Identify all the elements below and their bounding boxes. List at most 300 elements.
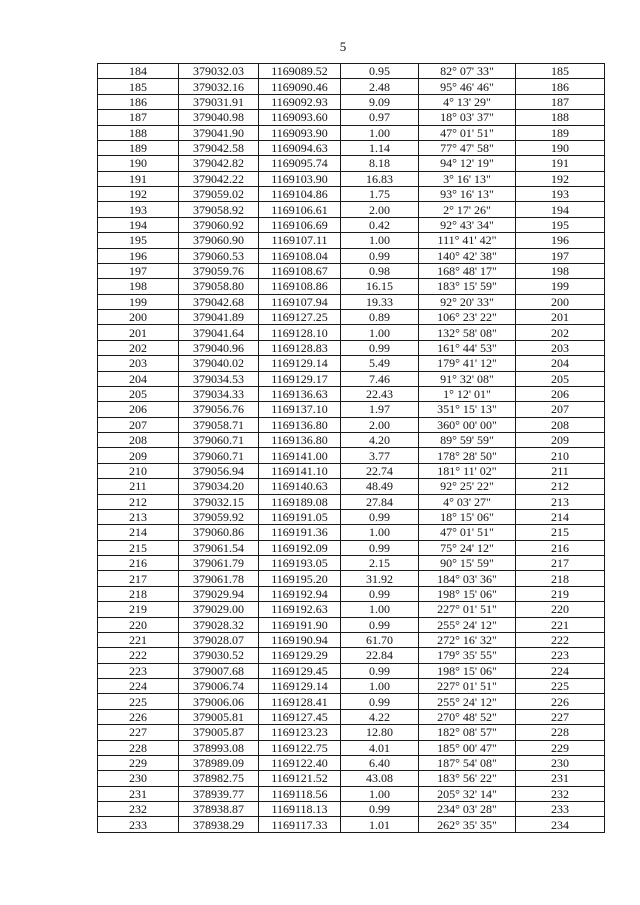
cell-y: 1169106.61 (259, 202, 341, 217)
cell-point: 186 (98, 94, 179, 109)
table-row (98, 479, 605, 494)
cell-y: 1169089.52 (259, 64, 341, 79)
table-row (98, 171, 605, 186)
cell-next-point: 215 (516, 525, 605, 540)
cell-x: 379032.03 (179, 64, 259, 79)
cell-length: 48.49 (341, 479, 419, 494)
cell-x: 379005.81 (179, 709, 259, 724)
cell-point: 198 (98, 279, 179, 294)
cell-length: 1.14 (341, 140, 419, 155)
cell-bearing: 198° 15' 06" (419, 663, 516, 678)
cell-point: 194 (98, 217, 179, 232)
cell-bearing: 75° 24' 12" (419, 540, 516, 555)
cell-bearing: 227° 01' 51" (419, 602, 516, 617)
table-row (98, 663, 605, 678)
table-row (98, 371, 605, 386)
cell-point: 223 (98, 663, 179, 678)
cell-x: 378993.08 (179, 740, 259, 755)
cell-x: 379032.15 (179, 494, 259, 509)
cell-bearing: 18° 15' 06" (419, 509, 516, 524)
table-row (98, 187, 605, 202)
cell-x: 379042.22 (179, 171, 259, 186)
cell-point: 225 (98, 694, 179, 709)
cell-point: 228 (98, 740, 179, 755)
cell-length: 12.80 (341, 725, 419, 740)
cell-bearing: 255° 24' 12" (419, 617, 516, 632)
cell-x: 379059.76 (179, 263, 259, 278)
cell-bearing: 89° 59' 59" (419, 433, 516, 448)
table-row (98, 263, 605, 278)
cell-y: 1169108.86 (259, 279, 341, 294)
cell-bearing: 183° 56' 22" (419, 771, 516, 786)
cell-y: 1169117.33 (259, 817, 341, 832)
cell-length: 2.00 (341, 417, 419, 432)
cell-length: 0.99 (341, 540, 419, 555)
cell-point: 200 (98, 310, 179, 325)
cell-y: 1169190.94 (259, 632, 341, 647)
cell-x: 379041.64 (179, 325, 259, 340)
cell-length: 27.84 (341, 494, 419, 509)
cell-y: 1169123.23 (259, 725, 341, 740)
cell-point: 207 (98, 417, 179, 432)
cell-y: 1169192.63 (259, 602, 341, 617)
cell-y: 1169093.60 (259, 110, 341, 125)
cell-length: 1.00 (341, 786, 419, 801)
cell-bearing: 47° 01' 51" (419, 125, 516, 140)
cell-length: 22.74 (341, 463, 419, 478)
table-row (98, 64, 605, 79)
table-row (98, 340, 605, 355)
cell-point: 189 (98, 140, 179, 155)
table-row (98, 279, 605, 294)
cell-next-point: 234 (516, 817, 605, 832)
cell-length: 1.00 (341, 325, 419, 340)
cell-y: 1169107.94 (259, 294, 341, 309)
cell-point: 216 (98, 556, 179, 571)
table-row (98, 417, 605, 432)
cell-next-point: 207 (516, 402, 605, 417)
cell-x: 378989.09 (179, 755, 259, 770)
table-row (98, 325, 605, 340)
cell-bearing: 270° 48' 52" (419, 709, 516, 724)
cell-y: 1169129.14 (259, 679, 341, 694)
cell-point: 219 (98, 602, 179, 617)
table-row (98, 786, 605, 801)
cell-point: 195 (98, 233, 179, 248)
cell-x: 379056.76 (179, 402, 259, 417)
table-row (98, 294, 605, 309)
cell-y: 1169103.90 (259, 171, 341, 186)
cell-bearing: 92° 25' 22" (419, 479, 516, 494)
cell-y: 1169136.63 (259, 386, 341, 401)
cell-y: 1169122.75 (259, 740, 341, 755)
cell-point: 229 (98, 755, 179, 770)
cell-x: 379061.54 (179, 540, 259, 555)
table-row (98, 802, 605, 817)
cell-next-point: 208 (516, 417, 605, 432)
cell-point: 209 (98, 448, 179, 463)
cell-length: 0.99 (341, 340, 419, 355)
cell-y: 1169095.74 (259, 156, 341, 171)
table-row (98, 463, 605, 478)
cell-bearing: 234° 03' 28" (419, 802, 516, 817)
cell-y: 1169104.86 (259, 187, 341, 202)
cell-length: 16.83 (341, 171, 419, 186)
cell-length: 0.89 (341, 310, 419, 325)
table-row (98, 648, 605, 663)
cell-x: 379060.71 (179, 433, 259, 448)
cell-x: 378982.75 (179, 771, 259, 786)
cell-y: 1169128.10 (259, 325, 341, 340)
table-row (98, 617, 605, 632)
cell-next-point: 188 (516, 110, 605, 125)
cell-bearing: 184° 03' 36" (419, 571, 516, 586)
cell-next-point: 195 (516, 217, 605, 232)
cell-point: 205 (98, 386, 179, 401)
table-row (98, 386, 605, 401)
table-row (98, 494, 605, 509)
cell-x: 379060.53 (179, 248, 259, 263)
table-row (98, 755, 605, 770)
cell-point: 197 (98, 263, 179, 278)
cell-length: 22.84 (341, 648, 419, 663)
cell-x: 379058.80 (179, 279, 259, 294)
cell-y: 1169108.04 (259, 248, 341, 263)
cell-y: 1169192.09 (259, 540, 341, 555)
cell-length: 22.43 (341, 386, 419, 401)
cell-y: 1169191.36 (259, 525, 341, 540)
cell-bearing: 4° 03' 27" (419, 494, 516, 509)
cell-bearing: 185° 00' 47" (419, 740, 516, 755)
cell-point: 202 (98, 340, 179, 355)
cell-point: 220 (98, 617, 179, 632)
cell-next-point: 223 (516, 648, 605, 663)
cell-y: 1169141.10 (259, 463, 341, 478)
cell-y: 1169108.67 (259, 263, 341, 278)
cell-length: 4.22 (341, 709, 419, 724)
cell-point: 184 (98, 64, 179, 79)
cell-bearing: 1° 12' 01" (419, 386, 516, 401)
cell-length: 0.99 (341, 663, 419, 678)
cell-point: 212 (98, 494, 179, 509)
cell-bearing: 161° 44' 53" (419, 340, 516, 355)
cell-length: 4.01 (341, 740, 419, 755)
cell-bearing: 181° 11' 02" (419, 463, 516, 478)
cell-next-point: 218 (516, 571, 605, 586)
cell-y: 1169093.90 (259, 125, 341, 140)
cell-next-point: 219 (516, 586, 605, 601)
table-row (98, 525, 605, 540)
cell-bearing: 94° 12' 19" (419, 156, 516, 171)
cell-y: 1169140.63 (259, 479, 341, 494)
table-row (98, 632, 605, 647)
table-row (98, 110, 605, 125)
cell-x: 379040.96 (179, 340, 259, 355)
cell-bearing: 3° 16' 13" (419, 171, 516, 186)
cell-y: 1169094.63 (259, 140, 341, 155)
cell-y: 1169107.11 (259, 233, 341, 248)
cell-next-point: 204 (516, 356, 605, 371)
cell-bearing: 18° 03' 37" (419, 110, 516, 125)
cell-length: 2.48 (341, 79, 419, 94)
cell-y: 1169195.20 (259, 571, 341, 586)
cell-next-point: 220 (516, 602, 605, 617)
cell-length: 61.70 (341, 632, 419, 647)
table-row (98, 817, 605, 832)
cell-y: 1169191.90 (259, 617, 341, 632)
cell-next-point: 198 (516, 263, 605, 278)
cell-next-point: 189 (516, 125, 605, 140)
cell-x: 379059.02 (179, 187, 259, 202)
cell-y: 1169136.80 (259, 417, 341, 432)
cell-bearing: 132° 58' 08" (419, 325, 516, 340)
cell-x: 379060.90 (179, 233, 259, 248)
cell-length: 0.99 (341, 248, 419, 263)
cell-length: 5.49 (341, 356, 419, 371)
cell-y: 1169192.94 (259, 586, 341, 601)
cell-next-point: 196 (516, 233, 605, 248)
cell-bearing: 360° 00' 00" (419, 417, 516, 432)
cell-x: 379060.86 (179, 525, 259, 540)
cell-next-point: 221 (516, 617, 605, 632)
cell-length: 2.00 (341, 202, 419, 217)
cell-y: 1169136.80 (259, 433, 341, 448)
cell-next-point: 226 (516, 694, 605, 709)
cell-bearing: 106° 23' 22" (419, 310, 516, 325)
cell-x: 379031.91 (179, 94, 259, 109)
cell-point: 208 (98, 433, 179, 448)
cell-bearing: 227° 01' 51" (419, 679, 516, 694)
cell-point: 199 (98, 294, 179, 309)
cell-x: 379041.89 (179, 310, 259, 325)
cell-bearing: 187° 54' 08" (419, 755, 516, 770)
cell-next-point: 213 (516, 494, 605, 509)
cell-point: 232 (98, 802, 179, 817)
cell-point: 187 (98, 110, 179, 125)
table-row (98, 725, 605, 740)
cell-point: 217 (98, 571, 179, 586)
cell-point: 233 (98, 817, 179, 832)
cell-next-point: 232 (516, 786, 605, 801)
cell-x: 379056.94 (179, 463, 259, 478)
cell-length: 4.20 (341, 433, 419, 448)
cell-length: 1.75 (341, 187, 419, 202)
cell-next-point: 190 (516, 140, 605, 155)
cell-next-point: 233 (516, 802, 605, 817)
cell-length: 8.18 (341, 156, 419, 171)
cell-x: 379029.00 (179, 602, 259, 617)
cell-length: 1.00 (341, 233, 419, 248)
cell-bearing: 178° 28' 50" (419, 448, 516, 463)
cell-point: 221 (98, 632, 179, 647)
cell-bearing: 205° 32' 14" (419, 786, 516, 801)
cell-x: 379040.98 (179, 110, 259, 125)
cell-y: 1169127.25 (259, 310, 341, 325)
cell-x: 378939.77 (179, 786, 259, 801)
cell-length: 1.00 (341, 525, 419, 540)
cell-x: 379028.32 (179, 617, 259, 632)
table-row (98, 740, 605, 755)
cell-x: 379059.92 (179, 509, 259, 524)
cell-x: 379007.68 (179, 663, 259, 678)
page-number: 5 (339, 39, 347, 54)
cell-bearing: 182° 08' 57" (419, 725, 516, 740)
cell-x: 379029.94 (179, 586, 259, 601)
cell-next-point: 186 (516, 79, 605, 94)
cell-next-point: 205 (516, 371, 605, 386)
cell-length: 3.77 (341, 448, 419, 463)
table-row (98, 202, 605, 217)
cell-x: 379030.52 (179, 648, 259, 663)
cell-y: 1169137.10 (259, 402, 341, 417)
cell-point: 206 (98, 402, 179, 417)
cell-next-point: 228 (516, 725, 605, 740)
cell-x: 379040.02 (179, 356, 259, 371)
cell-y: 1169129.45 (259, 663, 341, 678)
cell-next-point: 206 (516, 386, 605, 401)
cell-bearing: 95° 46' 46" (419, 79, 516, 94)
cell-point: 213 (98, 509, 179, 524)
cell-x: 379006.06 (179, 694, 259, 709)
cell-length: 7.46 (341, 371, 419, 386)
cell-point: 227 (98, 725, 179, 740)
cell-next-point: 200 (516, 294, 605, 309)
cell-next-point: 194 (516, 202, 605, 217)
cell-point: 218 (98, 586, 179, 601)
cell-y: 1169128.41 (259, 694, 341, 709)
cell-next-point: 203 (516, 340, 605, 355)
table-row (98, 448, 605, 463)
cell-next-point: 201 (516, 310, 605, 325)
cell-next-point: 214 (516, 509, 605, 524)
cell-bearing: 111° 41' 42" (419, 233, 516, 248)
cell-length: 1.01 (341, 817, 419, 832)
cell-bearing: 4° 13' 29" (419, 94, 516, 109)
cell-point: 230 (98, 771, 179, 786)
table-row (98, 233, 605, 248)
cell-next-point: 197 (516, 248, 605, 263)
cell-next-point: 227 (516, 709, 605, 724)
cell-y: 1169128.83 (259, 340, 341, 355)
table-row (98, 156, 605, 171)
cell-x: 379061.78 (179, 571, 259, 586)
cell-y: 1169090.46 (259, 79, 341, 94)
cell-length: 0.98 (341, 263, 419, 278)
cell-next-point: 211 (516, 463, 605, 478)
cell-point: 203 (98, 356, 179, 371)
cell-y: 1169092.93 (259, 94, 341, 109)
cell-point: 226 (98, 709, 179, 724)
table-row (98, 402, 605, 417)
cell-x: 379028.07 (179, 632, 259, 647)
cell-bearing: 262° 35' 35" (419, 817, 516, 832)
cell-x: 379060.71 (179, 448, 259, 463)
cell-y: 1169118.56 (259, 786, 341, 801)
cell-next-point: 199 (516, 279, 605, 294)
cell-next-point: 212 (516, 479, 605, 494)
cell-length: 1.00 (341, 125, 419, 140)
table-row (98, 571, 605, 586)
cell-y: 1169122.40 (259, 755, 341, 770)
cell-bearing: 168° 48' 17" (419, 263, 516, 278)
cell-y: 1169106.69 (259, 217, 341, 232)
cell-y: 1169127.45 (259, 709, 341, 724)
cell-x: 379058.92 (179, 202, 259, 217)
cell-point: 222 (98, 648, 179, 663)
cell-y: 1169189.08 (259, 494, 341, 509)
cell-y: 1169118.13 (259, 802, 341, 817)
cell-x: 379032.16 (179, 79, 259, 94)
cell-bearing: 93° 16' 13" (419, 187, 516, 202)
cell-length: 1.00 (341, 602, 419, 617)
table-row (98, 586, 605, 601)
table-row (98, 540, 605, 555)
cell-bearing: 179° 35' 55" (419, 648, 516, 663)
cell-x: 379006.74 (179, 679, 259, 694)
cell-point: 196 (98, 248, 179, 263)
cell-next-point: 192 (516, 171, 605, 186)
cell-next-point: 187 (516, 94, 605, 109)
table-row (98, 140, 605, 155)
cell-point: 185 (98, 79, 179, 94)
cell-point: 210 (98, 463, 179, 478)
cell-x: 378938.87 (179, 802, 259, 817)
cell-x: 379034.33 (179, 386, 259, 401)
cell-next-point: 202 (516, 325, 605, 340)
cell-bearing: 82° 07' 33" (419, 64, 516, 79)
cell-point: 191 (98, 171, 179, 186)
cell-x: 379058.71 (179, 417, 259, 432)
cell-next-point: 229 (516, 740, 605, 755)
table-row (98, 679, 605, 694)
table-row (98, 433, 605, 448)
cell-x: 378938.29 (179, 817, 259, 832)
cell-y: 1169191.05 (259, 509, 341, 524)
table-row (98, 356, 605, 371)
table-row (98, 556, 605, 571)
cell-length: 0.99 (341, 509, 419, 524)
cell-x: 379005.87 (179, 725, 259, 740)
cell-length: 43.08 (341, 771, 419, 786)
cell-y: 1169141.00 (259, 448, 341, 463)
cell-point: 192 (98, 187, 179, 202)
table-row (98, 125, 605, 140)
cell-y: 1169129.14 (259, 356, 341, 371)
cell-bearing: 92° 43' 34" (419, 217, 516, 232)
cell-bearing: 140° 42' 38" (419, 248, 516, 263)
cell-bearing: 179° 41' 12" (419, 356, 516, 371)
cell-length: 0.99 (341, 694, 419, 709)
cell-length: 31.92 (341, 571, 419, 586)
table-row (98, 94, 605, 109)
cell-y: 1169129.29 (259, 648, 341, 663)
cell-point: 188 (98, 125, 179, 140)
cell-point: 201 (98, 325, 179, 340)
cell-length: 0.99 (341, 586, 419, 601)
cell-bearing: 91° 32' 08" (419, 371, 516, 386)
cell-length: 0.97 (341, 110, 419, 125)
cell-point: 211 (98, 479, 179, 494)
cell-length: 0.99 (341, 802, 419, 817)
coordinates-table (97, 63, 605, 833)
cell-x: 379034.20 (179, 479, 259, 494)
table-row (98, 509, 605, 524)
cell-bearing: 272° 16' 32" (419, 632, 516, 647)
cell-bearing: 92° 20' 33" (419, 294, 516, 309)
cell-point: 193 (98, 202, 179, 217)
cell-length: 2.15 (341, 556, 419, 571)
table-row (98, 217, 605, 232)
